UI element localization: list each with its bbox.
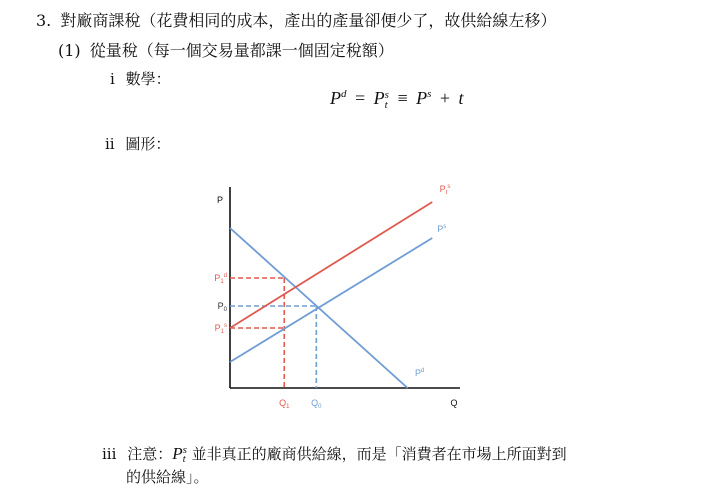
item-note-line1: 並非真正的廠商供給線，而是「消費者在市場上所面對到 <box>186 445 567 463</box>
quantity-label-Q1: Q1 <box>279 398 290 410</box>
item-graph-label: 圖形： <box>125 135 171 153</box>
item-math-marker: i <box>110 70 115 88</box>
chart-background <box>205 175 465 411</box>
item-graph <box>105 133 170 154</box>
note-pts: P <box>172 444 183 463</box>
eq-equals: = <box>355 88 366 108</box>
y-axis-label: P <box>216 195 224 205</box>
heading-number: 3. <box>36 11 52 30</box>
eq-ps-sup: s <box>427 88 432 100</box>
eq-equiv: ≡ <box>397 88 408 108</box>
eq-ps: P <box>416 88 428 108</box>
note-pts-sup: s <box>182 444 187 456</box>
supply-demand-chart <box>205 175 465 411</box>
curve-label-Ps: Ps <box>437 224 447 234</box>
price-label-2: P1s <box>214 323 227 335</box>
eq-pd-sup: d <box>341 88 347 100</box>
eq-pts-sub: t <box>384 98 388 111</box>
item-note-marker: iii <box>102 445 117 463</box>
price-label-0: P1d <box>214 273 227 285</box>
eq-plus: + <box>439 88 451 108</box>
subheading-text: 從量稅（每一個交易量都課一個固定稅額） <box>89 41 394 60</box>
eq-t: t <box>458 88 464 108</box>
item-note-prefix: 注意： <box>127 445 173 463</box>
item-math <box>110 68 171 89</box>
price-label-1: P0 <box>217 301 227 313</box>
item-math-label: 數學： <box>125 70 171 88</box>
item-note-cont <box>126 466 209 487</box>
x-axis-label: Q <box>450 398 458 408</box>
item-note <box>102 443 567 464</box>
curve-label-Pd: Pd <box>415 368 425 378</box>
quantity-label-Q0: Q0 <box>311 398 322 410</box>
item-note-line2: 的供給線」。 <box>126 468 209 486</box>
heading-text: 對廠商課稅（花費相同的成本，產出的產量卻便少了，故供給線左移） <box>60 11 557 30</box>
eq-pts: P <box>373 88 385 108</box>
curve-label-Pts: Pts <box>439 184 451 196</box>
subheading <box>58 38 394 61</box>
note-pts-sub: t <box>182 453 186 465</box>
heading <box>36 8 556 31</box>
item-graph-marker: ii <box>105 135 115 153</box>
subheading-number: (1) <box>58 41 81 60</box>
eq-pts-sup: s <box>384 88 389 101</box>
equation <box>330 88 464 110</box>
eq-pd: P <box>330 88 341 108</box>
